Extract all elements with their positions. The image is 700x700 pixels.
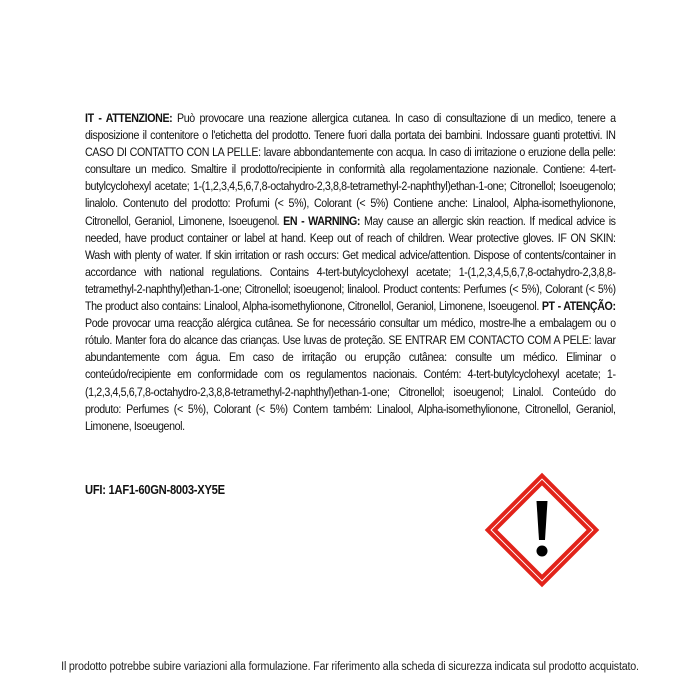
ufi-code: UFI: 1AF1-60GN-8003-XY5E xyxy=(85,482,225,497)
en-text: May cause an allergic skin reaction. If medical advice is needed, have product container or label at hand. Keep out of reach of children. Wear protective gloves. IF ON SKIN: Wash with plenty of water. If skin irritation or rash occurs: Get medical advice/attention. Dispose of contents/container in accordance with national regulations. Contains 4-tert-butylcyclohexyl acetate; 1-(1,2,3,4,5,6,7,8-octahydro-2,3,8,8-tetramethyl-2-naphthyl)ethan-1-one; Citronellol; isoeugenol; linalool. Product contents: Perfumes (< 5%), Colorant (< 5%) The product also contains: Linalool, Alpha-isomethylionone, Citronellol, Geraniol, Limonene, Isoeugenol. xyxy=(85,213,616,314)
pt-text: Pode provocar uma reacção alérgica cutânea. Se for necessário consultar um médico, mostre-lhe a embalagem ou o rótulo. Manter fora do alcance das crianças. Use luvas de proteção. SE ENTRAR EM CONTACTO COM A PELE: lavar abundantemente com água. Em caso de irritação ou erupção cutânea: consulte um médico. Eliminar o conteúdo/recipiente em conformidade com os regulamentos nacionais. Contém: 4-tert-butylcyclohexyl acetate; 1-(1,2,3,4,5,6,7,8-octahydro-2,3,8,8-tetramethyl-2-naphthyl)ethan-1-one; Citronellol; isoeugenol; Linalol. Conteúdo do produto: Perfumes (< 5%), Colorant (< 5%) Contem também: Linalool, Alpha-isomethylionone, Citronellol, Geraniol, Limonene, Isoeugenol. xyxy=(85,316,616,433)
hazard-label-text xyxy=(85,110,616,435)
it-heading: IT - ATTENZIONE: xyxy=(85,111,173,125)
pt-heading: PT - ATENÇÃO: xyxy=(541,299,616,314)
it-text: Può provocare una reazione allergica cutanea. In caso di consultazione di un medico, tenere a disposizione il contenitore o l'etichetta del prodotto. Tenere fuori dalla portata dei bambini. Indossare guanti protettivi. IN CASO DI CONTATTO CON LA PELLE: lavare abbondantemente con acqua. In caso di irritazione o eruzione della pelle: consultare un medico. Smaltire il prodotto/recipiente in conformità alla regolamentazione nazionale. Contiene: 4-tert-butylcyclohexyl acetate; 1-(1,2,3,4,5,6,7,8-octahydro-2,3,8,8-tetramethyl-2-naphthyl)ethan-1-one; Citronellol; Isoeugenolo; linalolo. Contenuto del prodotto: Profumi (< 5%), Colorant (< 5%) Contiene anche: Linalool, Alpha-isomethylionone, Citronellol, Geraniol, Limonene, Isoeugenol. xyxy=(85,111,616,228)
en-heading: EN - WARNING: xyxy=(283,213,361,228)
footer-note: Il prodotto potrebbe subire variazioni alla formulazione. Far riferimento alla scheda di sicurezza indicata sul prodotto acquistato. xyxy=(61,661,639,673)
ghs-exclamation-mark-icon xyxy=(484,472,600,588)
